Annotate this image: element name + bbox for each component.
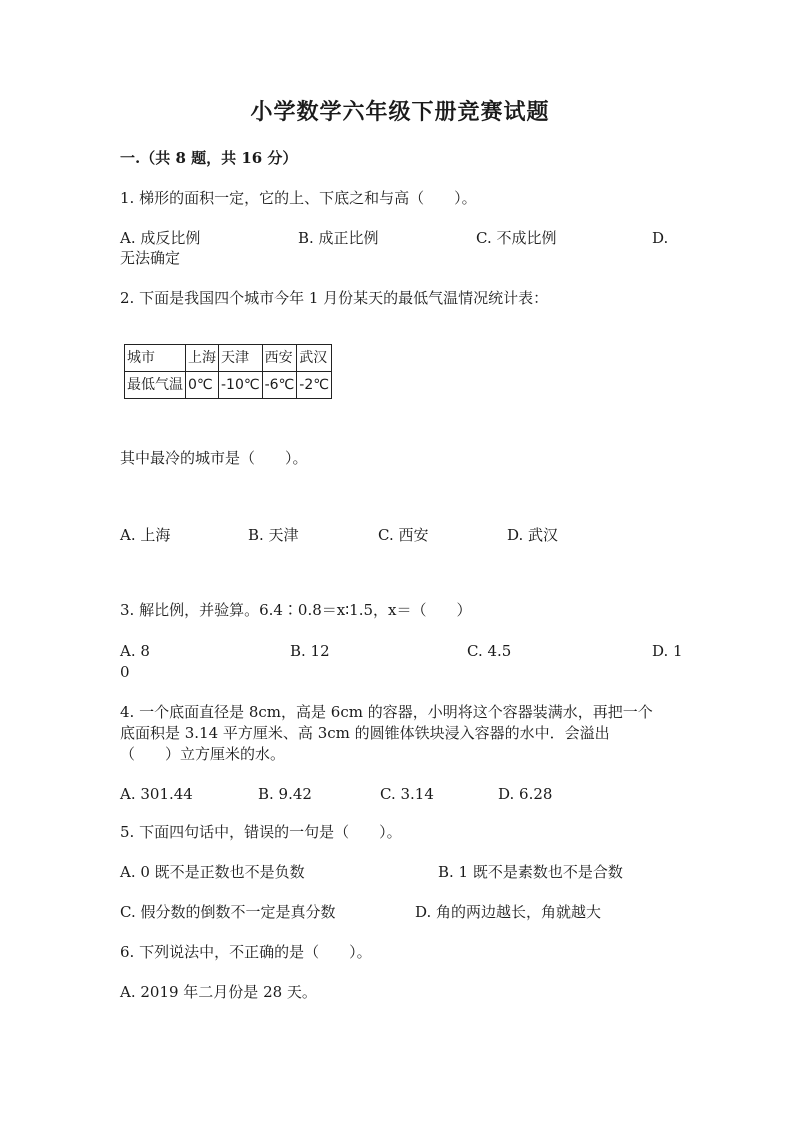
table-cell: 城市 [125, 345, 186, 372]
question-4-option-d: D. 6.28 [498, 785, 553, 803]
table-header-row [125, 345, 332, 372]
temperature-table [124, 344, 332, 399]
table-cell: 西安 [262, 345, 297, 372]
question-3-option-d-label: D. 1 [652, 642, 683, 660]
question-2-prompt: 其中最冷的城市是（ ）。 [120, 449, 308, 467]
question-1-option-c: C. 不成比例 [476, 229, 557, 247]
question-1-option-d-label: D. [652, 229, 669, 247]
question-1-stem: 1. 梯形的面积一定，它的上、下底之和与高（ ）。 [120, 189, 477, 207]
question-4-option-b: B. 9.42 [258, 785, 312, 803]
question-4-line-1: 4. 一个底面直径是 8cm，高是 6cm 的容器，小明将这个容器装满水，再把一个 [120, 703, 653, 721]
table-cell: 上海 [186, 345, 219, 372]
table-cell: 武汉 [297, 345, 332, 372]
question-2-option-c: C. 西安 [378, 526, 429, 544]
question-5-option-a: A. 0 既不是正数也不是负数 [120, 863, 305, 881]
question-5-option-b: B. 1 既不是素数也不是合数 [438, 863, 623, 881]
question-4-option-c: C. 3.14 [380, 785, 434, 803]
question-1-option-a: A. 成反比例 [120, 229, 201, 247]
question-6-stem: 6. 下列说法中，不正确的是（ ）。 [120, 943, 372, 961]
table-cell: 天津 [219, 345, 263, 372]
table-row [125, 372, 332, 399]
question-3-option-b: B. 12 [290, 642, 330, 660]
question-4-line-2: 底面积是 3.14 平方厘米、高 3cm 的圆锥体铁块浸入容器的水中．会溢出 [120, 724, 610, 742]
section-heading: 一.（共 8 题，共 16 分） [120, 149, 298, 167]
question-3-option-a: A. 8 [120, 642, 150, 660]
table-cell: -10℃ [219, 372, 263, 399]
question-5-option-d: D. 角的两边越长，角就越大 [415, 903, 602, 921]
question-5-stem: 5. 下面四句话中，错误的一句是（ ）。 [120, 823, 402, 841]
table-cell: 0℃ [186, 372, 219, 399]
question-3-option-c: C. 4.5 [467, 642, 512, 660]
question-6-option-a: A. 2019 年二月份是 28 天。 [120, 983, 317, 1001]
table-cell: -2℃ [297, 372, 332, 399]
question-2-option-d: D. 武汉 [507, 526, 559, 544]
question-4-option-a: A. 301.44 [120, 785, 193, 803]
question-2-option-b: B. 天津 [248, 526, 299, 544]
question-1-option-d-text: 无法确定 [120, 249, 181, 267]
table-cell: 最低气温 [125, 372, 186, 399]
page-title: 小学数学六年级下册竞赛试题 [250, 99, 550, 125]
table-cell: -6℃ [262, 372, 297, 399]
question-5-option-c: C. 假分数的倒数不一定是真分数 [120, 903, 336, 921]
question-2-option-a: A. 上海 [120, 526, 171, 544]
question-4-line-3: （ ）立方厘米的水。 [120, 745, 286, 763]
question-3-option-d-text: 0 [120, 663, 130, 681]
question-2-stem: 2. 下面是我国四个城市今年 1 月份某天的最低气温情况统计表： [120, 289, 549, 307]
question-1-option-b: B. 成正比例 [298, 229, 379, 247]
question-3-stem: 3. 解比例，并验算。6.4∶0.8＝x∶1.5，x＝（ ） [120, 601, 472, 619]
